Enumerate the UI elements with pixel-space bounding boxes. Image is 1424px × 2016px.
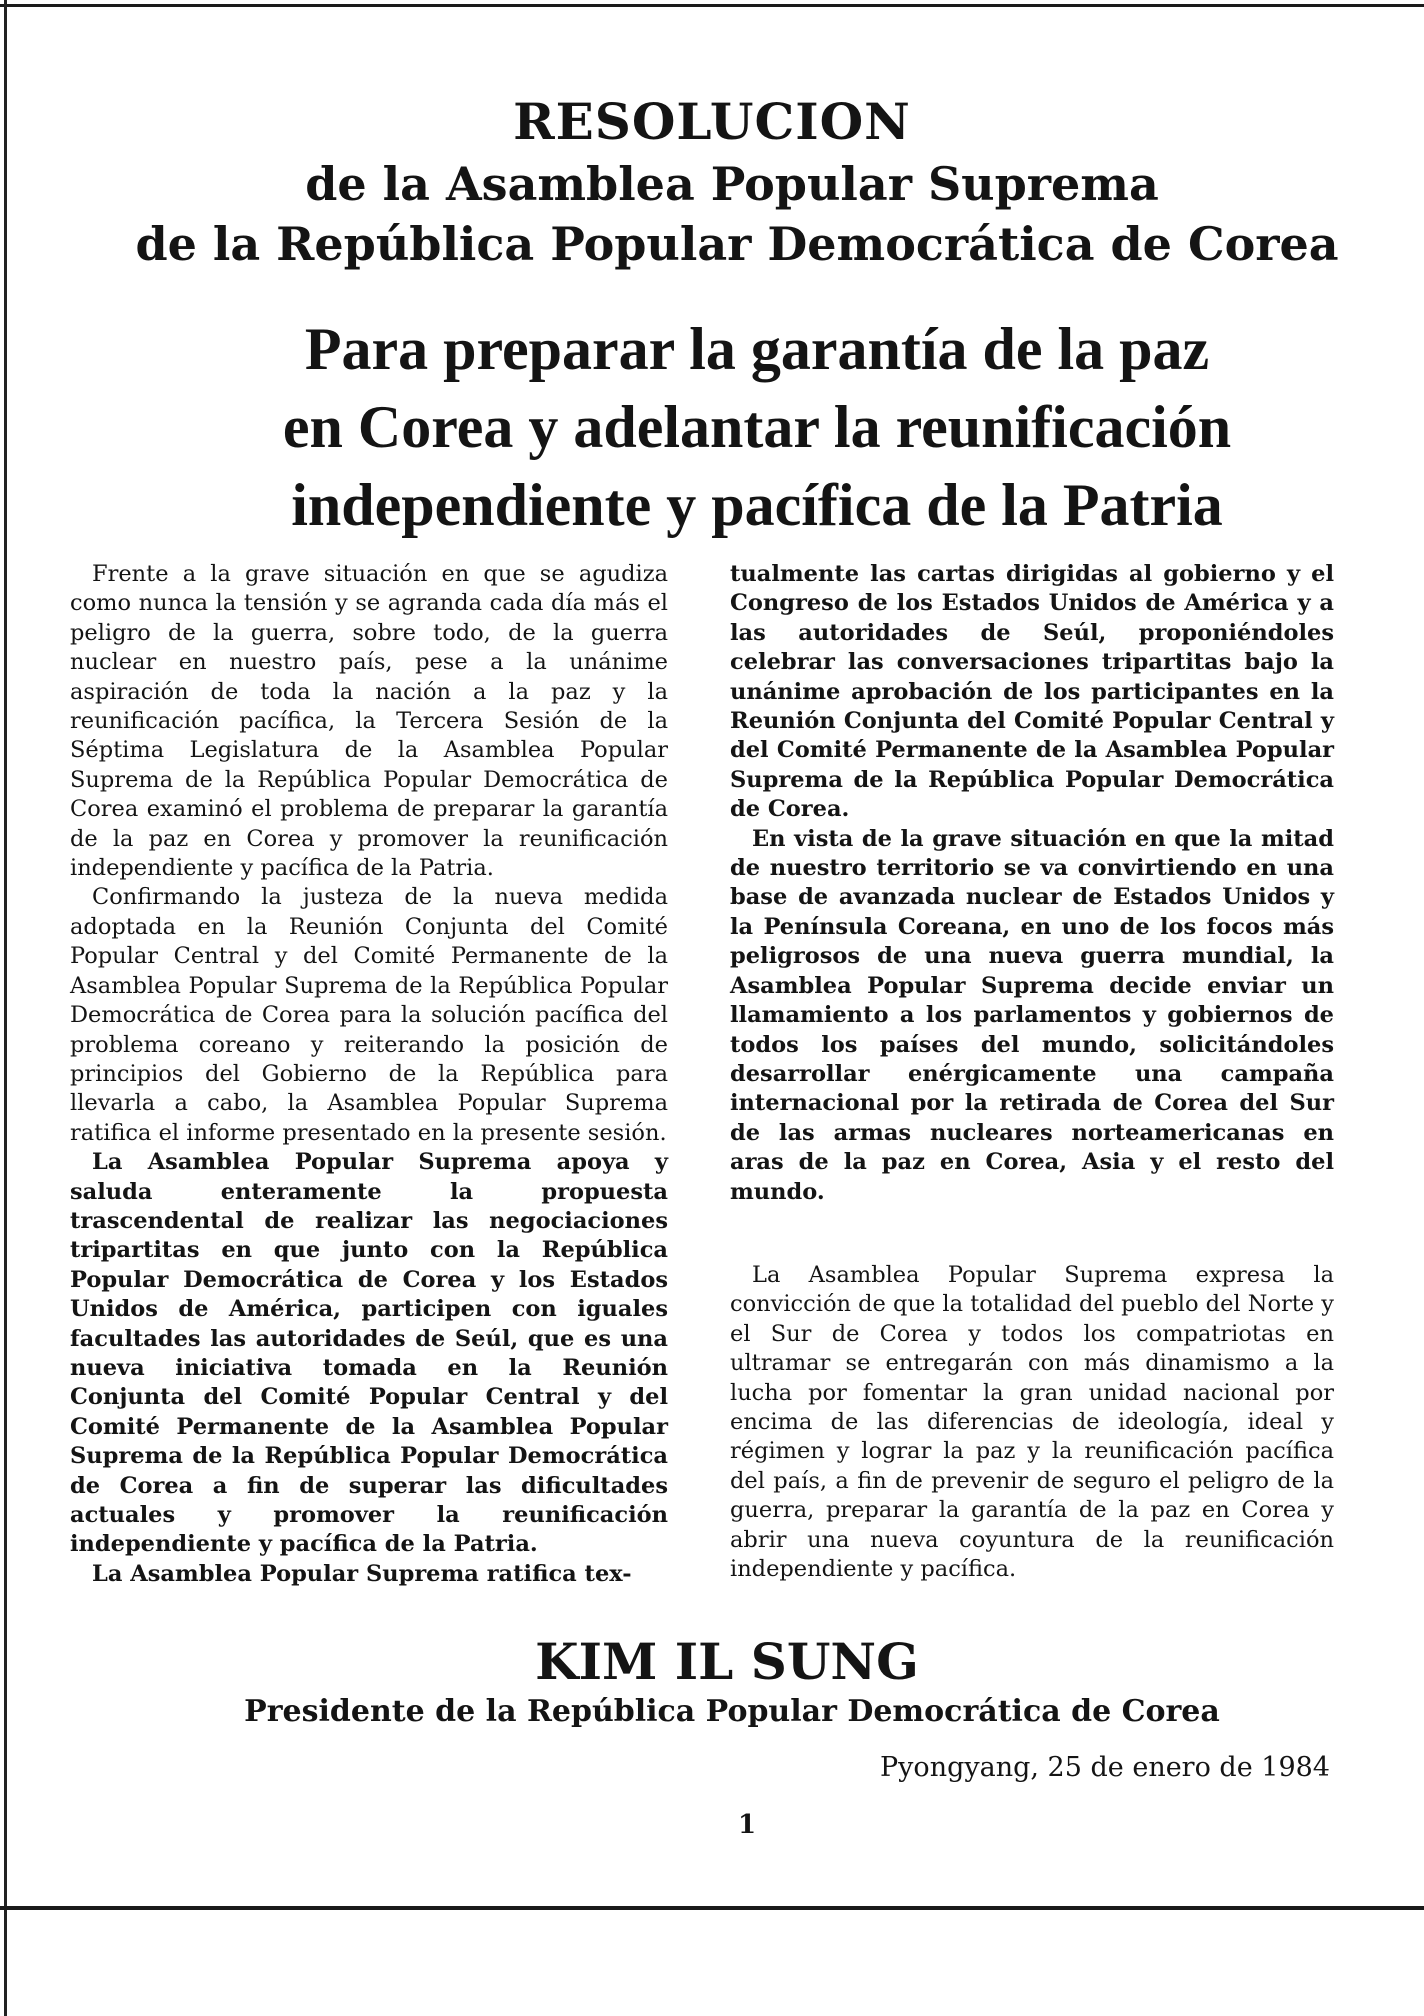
- left-paragraph-3: La Asamblea Popular Suprema apoya y saluda enteramente la propuesta trascendental de realizar las negociaciones tripartitas en que junto con la República Popular Democrática de Corea y los Estados Unidos de América, participen con iguales facultades las autoridades de Seúl, que es una nueva iniciativa tomada en la Reunión Conjunta del Comité Popular Central y del Comité Permanente de la Asamblea Popular Suprema de la República Popular Democrática de Corea a fin de superar las dificultades actuales y promover la reunificación independiente y pacífica de la Patria.: [70, 1149, 668, 1558]
- place-date: Pyongyang, 25 de enero de 1984: [880, 1752, 1330, 1783]
- bottom-rule: [0, 1906, 1424, 1910]
- paragraph-gap: [730, 1207, 1334, 1261]
- signature-name: KIM IL SUNG: [535, 1632, 919, 1691]
- signature-role: Presidente de la República Popular Democrática de Corea: [244, 1694, 1220, 1729]
- resolution-subtitle-line2: de la República Popular Democrática de Corea: [135, 217, 1339, 271]
- left-paragraph-2: Confirmando la justeza de la nueva medida adoptada en la Reunión Conjunta del Comité Popular Central y del Comité Permanente de la Asamblea Popular Suprema de la República Popular Democrática de Corea para la solución pacífica del problema coreano y reiterando la posición de principios del Gobierno de la República para llevarla a cabo, la Asamblea Popular Suprema ratifica el informe presentado en la presente sesión.: [70, 884, 668, 1146]
- right-paragraph-3: La Asamblea Popular Suprema expresa la convicción de que la totalidad del pueblo del Norte y el Sur de Corea y todos los compatriotas en ultramar se entregarán con más dinamismo a la lucha por fomentar la gran unidad nacional por encima de las diferencias de ideología, ideal y régimen y lograr la paz y la reunificación pacífica del país, a fin de prevenir de seguro el peligro de la guerra, preparar la garantía de la paz en Corea y abrir una nueva coyuntura de la reunificación independiente y pacífica.: [730, 1261, 1334, 1582]
- main-title: [0, 310, 1424, 544]
- left-paragraph-4: La Asamblea Popular Suprema ratifica tex-: [92, 1560, 632, 1587]
- main-title-line3: independiente y pacífica de la Patria: [291, 472, 1223, 538]
- resolution-subtitle-line1: de la Asamblea Popular Suprema: [305, 157, 1159, 211]
- main-title-line2: en Corea y adelantar la reunificación: [282, 394, 1232, 460]
- main-title-line1: Para preparar la garantía de la paz: [304, 316, 1210, 382]
- top-edge-line: [0, 4, 1424, 7]
- right-paragraph-2: En vista de la grave situación en que la mitad de nuestro territorio se va convirtiendo en una base de avanzada nuclear de Estados Unidos y la Península Coreana, en uno de los focos más peligrosos de una nueva guerra mundial, la Asamblea Popular Suprema decide enviar un llamamiento a los parlamentos y gobiernos de todos los países del mundo, solicitándoles desarrollar enérgicamente una campaña internacional por la retirada de Corea del Sur de las armas nucleares norteamericanas en aras de la paz en Corea, Asia y el resto del mundo.: [730, 825, 1334, 1205]
- left-column: [70, 560, 668, 1589]
- left-paragraph-1: Frente a la grave situación en que se agudiza como nunca la tensión y se agranda cada día más el peligro de la guerra, sobre todo, de la guerra nuclear en nuestro país, pese a la unánime aspiración de toda la nación a la paz y la reunificación pacífica, la Tercera Sesión de la Séptima Legislatura de la Asamblea Popular Suprema de la República Popular Democrática de Corea examinó el problema de preparar la garantía de la paz en Corea y promover la reunificación independiente y pacífica de la Patria.: [70, 561, 668, 882]
- page-number: 1: [737, 1810, 757, 1840]
- right-column: [730, 560, 1334, 1584]
- right-paragraph-1: tualmente las cartas dirigidas al gobierno y el Congreso de los Estados Unidos de América y a las autoridades de Seúl, proponiéndoles celebrar las conversaciones tripartitas bajo la unánime aprobación de los participantes en la Reunión Conjunta del Comité Popular Central y del Comité Permanente de la Asamblea Popular Suprema de la República Popular Democrática de Corea.: [730, 561, 1334, 823]
- resolution-title: RESOLUCION: [513, 92, 911, 151]
